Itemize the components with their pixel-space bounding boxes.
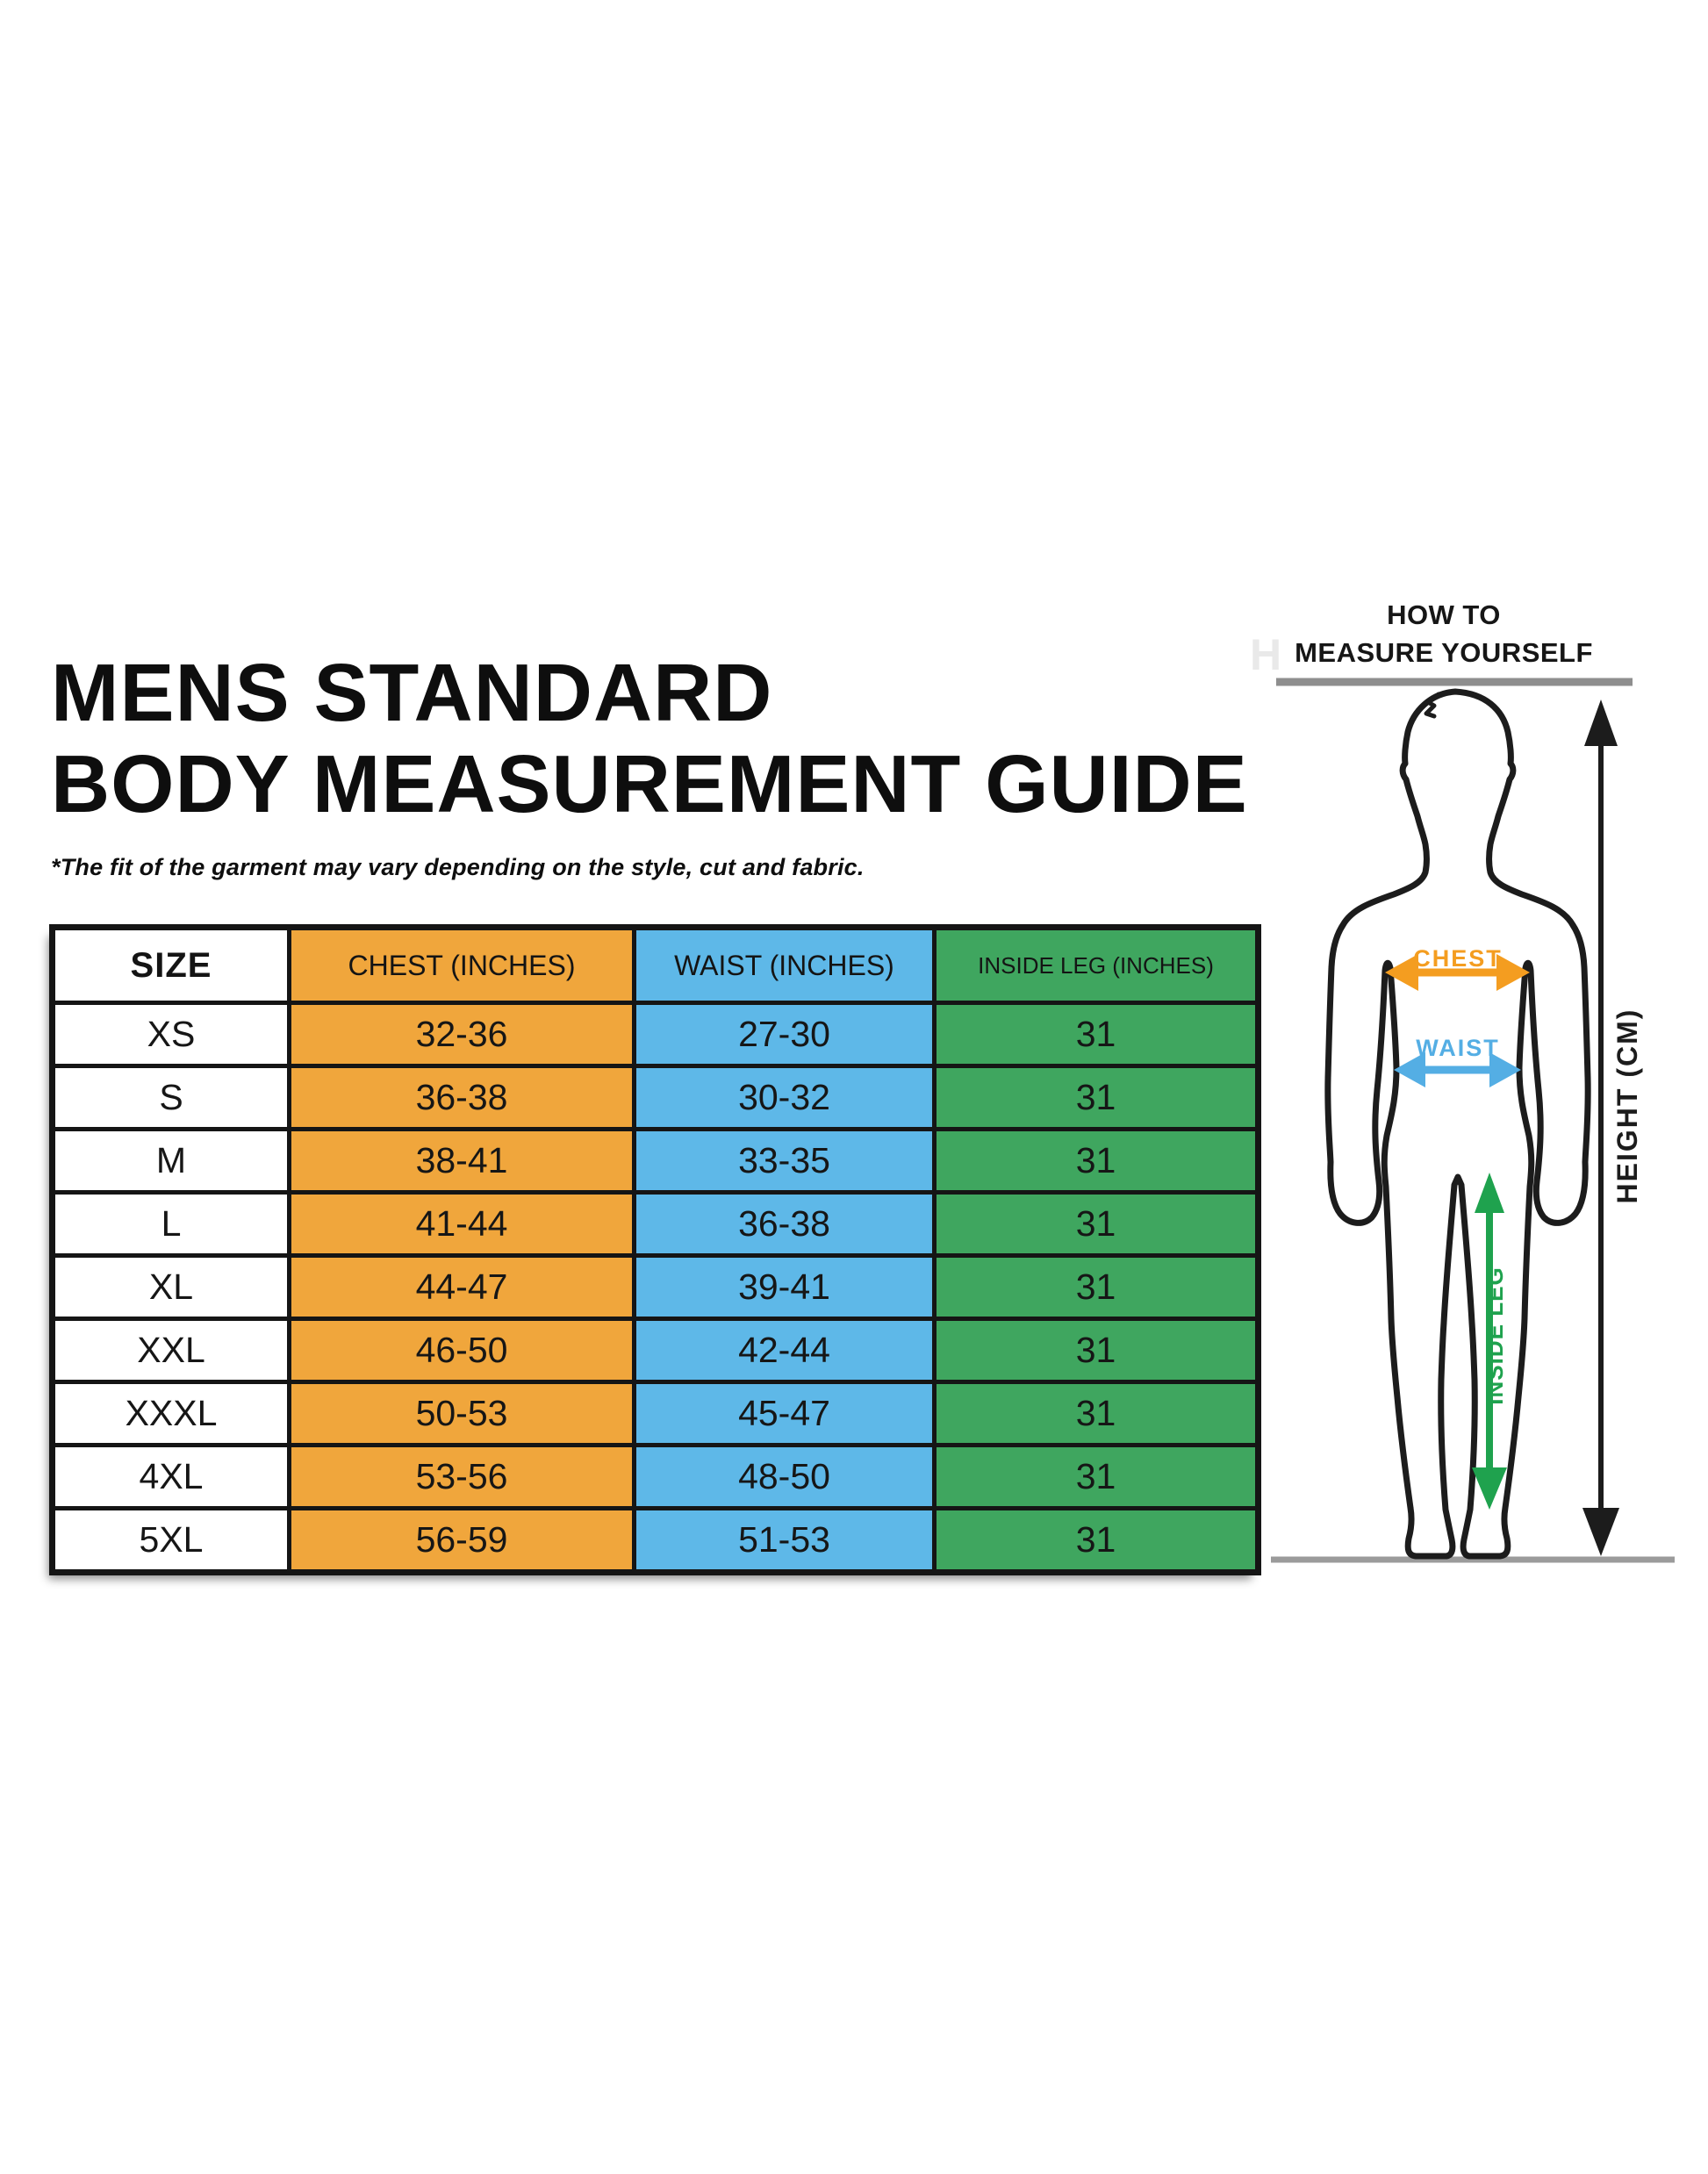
fit-disclaimer: *The fit of the garment may vary depending on the style, cut and fabric. — [51, 854, 865, 880]
table-row — [53, 1066, 1259, 1130]
height-label: HEIGHT (CM) — [1611, 1008, 1643, 1204]
watermark-letter: H — [1250, 630, 1282, 679]
cell-size: 5XL — [53, 1509, 290, 1573]
column-header-chest: CHEST (INCHES) — [290, 928, 635, 1003]
cell-chest: 44-47 — [290, 1256, 635, 1319]
cell-size: XXXL — [53, 1382, 290, 1446]
cell-inside_leg: 31 — [935, 1130, 1259, 1193]
size-table — [49, 924, 1261, 1575]
cell-inside_leg: 31 — [935, 1003, 1259, 1066]
waist-label: WAIST — [1416, 1035, 1500, 1061]
table-row — [53, 1446, 1259, 1509]
cell-size: XL — [53, 1256, 290, 1319]
table-row — [53, 1319, 1259, 1382]
column-header-inside-leg: INSIDE LEG (INCHES) — [935, 928, 1259, 1003]
inside-leg-label: INSIDE LEG — [1482, 1266, 1508, 1405]
table-row — [53, 1193, 1259, 1256]
cell-chest: 50-53 — [290, 1382, 635, 1446]
cell-size: XS — [53, 1003, 290, 1066]
cell-inside_leg: 31 — [935, 1446, 1259, 1509]
cell-waist: 45-47 — [635, 1382, 935, 1446]
cell-chest: 53-56 — [290, 1446, 635, 1509]
cell-inside_leg: 31 — [935, 1382, 1259, 1446]
cell-chest: 56-59 — [290, 1509, 635, 1573]
cell-size: S — [53, 1066, 290, 1130]
chest-label: CHEST — [1413, 945, 1503, 972]
cell-chest: 36-38 — [290, 1066, 635, 1130]
size-table-body — [53, 1003, 1259, 1573]
column-header-waist: WAIST (INCHES) — [635, 928, 935, 1003]
cell-waist: 42-44 — [635, 1319, 935, 1382]
how-to-measure-title — [1266, 596, 1622, 671]
cell-chest: 46-50 — [290, 1319, 635, 1382]
table-row — [53, 1003, 1259, 1066]
cell-inside_leg: 31 — [935, 1256, 1259, 1319]
how-to-measure-line2: MEASURE YOURSELF — [1295, 637, 1593, 668]
cell-inside_leg: 31 — [935, 1319, 1259, 1382]
cell-inside_leg: 31 — [935, 1193, 1259, 1256]
table-row — [53, 1509, 1259, 1573]
how-to-measure-line1: HOW TO — [1387, 599, 1501, 630]
table-header-row — [53, 928, 1259, 1003]
body-silhouette-icon — [1328, 692, 1588, 1556]
cell-inside_leg: 31 — [935, 1066, 1259, 1130]
cell-inside_leg: 31 — [935, 1509, 1259, 1573]
cell-waist: 39-41 — [635, 1256, 935, 1319]
cell-chest: 41-44 — [290, 1193, 635, 1256]
cell-waist: 33-35 — [635, 1130, 935, 1193]
cell-waist: 51-53 — [635, 1509, 935, 1573]
cell-size: 4XL — [53, 1446, 290, 1509]
page-title-line2: BODY MEASUREMENT GUIDE — [51, 738, 1248, 829]
page-title — [51, 647, 1367, 829]
table-row — [53, 1256, 1259, 1319]
cell-chest: 38-41 — [290, 1130, 635, 1193]
column-header-size: SIZE — [53, 928, 290, 1003]
cell-chest: 32-36 — [290, 1003, 635, 1066]
measurement-figure — [1264, 676, 1703, 1571]
page-title-line1: MENS STANDARD — [51, 647, 773, 738]
cell-size: XXL — [53, 1319, 290, 1382]
cell-waist: 36-38 — [635, 1193, 935, 1256]
table-row — [53, 1382, 1259, 1446]
cell-waist: 30-32 — [635, 1066, 935, 1130]
cell-size: L — [53, 1193, 290, 1256]
table-row — [53, 1130, 1259, 1193]
cell-size: M — [53, 1130, 290, 1193]
cell-waist: 48-50 — [635, 1446, 935, 1509]
cell-waist: 27-30 — [635, 1003, 935, 1066]
